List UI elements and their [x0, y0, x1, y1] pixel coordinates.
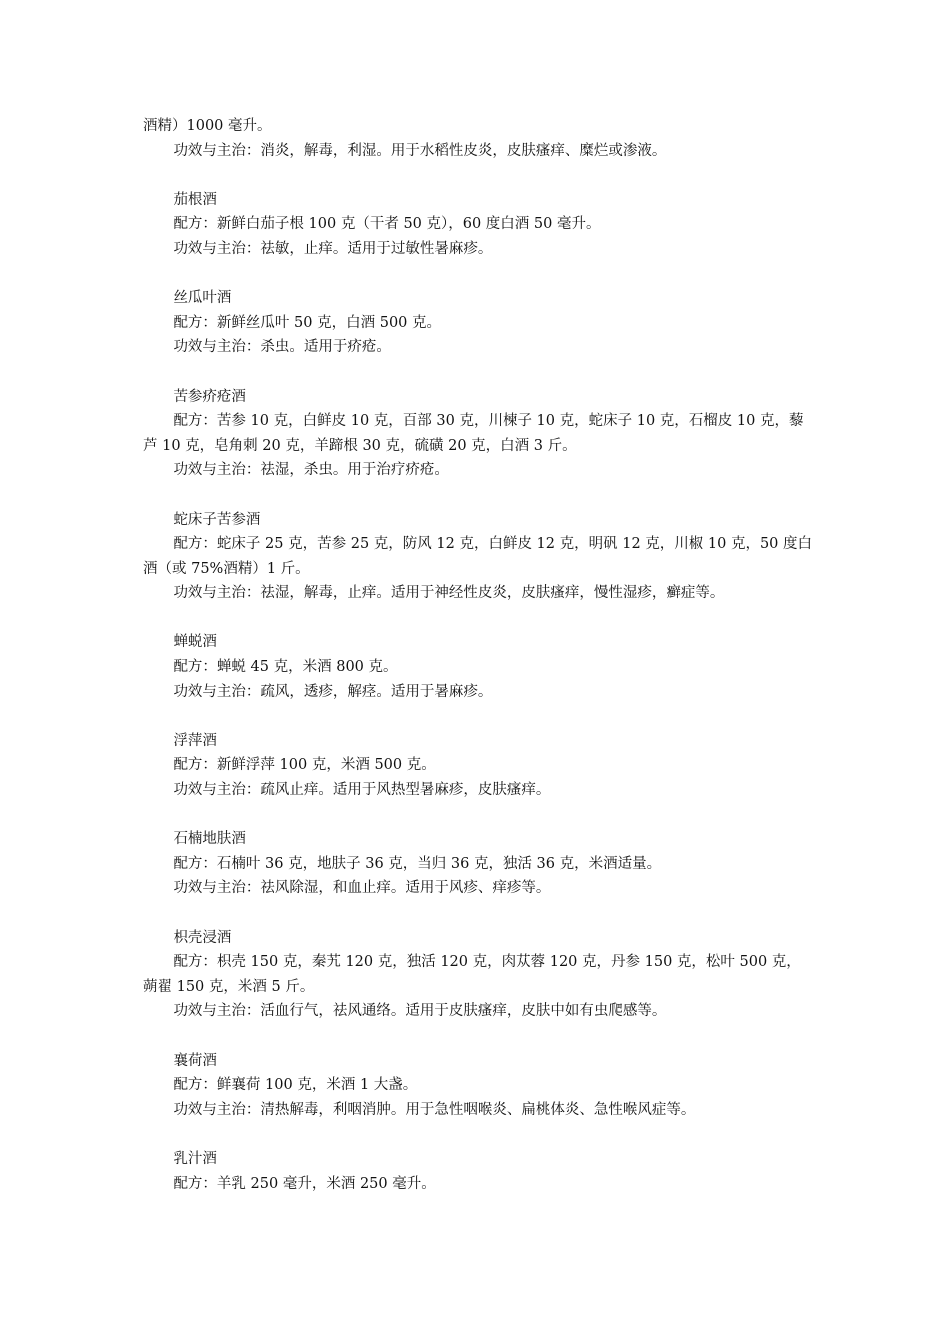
spacer: [143, 704, 813, 729]
spacer: [143, 803, 813, 828]
recipe-line: 配方：枳壳 150 克，秦艽 120 克，独活 120 克，肉苁蓉 120 克，丹参 150 克，松叶 500 克，蒴翟 150 克，米酒 5 斤。: [143, 954, 801, 995]
recipe-title: 浮萍酒: [173, 732, 217, 749]
recipe-line: 功效与主治：活血行气，祛风通络。适用于皮肤瘙痒，皮肤中如有虫爬感等。: [173, 1003, 667, 1020]
recipe-title: 蝉蜕酒: [173, 634, 217, 651]
recipe-title: 襄荷酒: [173, 1052, 217, 1069]
recipe-line: 功效与主治：疏风，透疹，解痉。适用于暑麻疹。: [173, 683, 493, 700]
recipe-line: 配方：鲜襄荷 100 克，米酒 1 大盏。: [173, 1077, 418, 1094]
recipe-line: 功效与主治：祛风除湿，和血止痒。适用于风疹、痒疹等。: [173, 880, 551, 897]
recipe-line: 功效与主治：杀虫。适用于疥疮。: [173, 339, 391, 356]
recipe-title: 茄根酒: [173, 191, 217, 208]
recipe-title: 乳汁酒: [173, 1150, 217, 1167]
recipe-line: 功效与主治：清热解毒，利咽消肿。用于急性咽喉炎、扁桃体炎、急性喉风症等。: [173, 1101, 696, 1118]
recipe-line: 配方：苦参 10 克，白鲜皮 10 克，百部 30 克，川楝子 10 克，蛇床子 10 克，石榴皮 10 克，藜芦 10 克，皂角刺 20 克，羊蹄根 30 克，硫磺 20 克，白酒 3 斤。: [143, 413, 804, 454]
spacer: [143, 901, 813, 926]
recipe-title: 丝瓜叶酒: [173, 290, 232, 307]
recipe-line: 配方：羊乳 250 毫升，米酒 250 毫升。: [173, 1175, 436, 1192]
recipe-line: 配方：新鲜白茄子根 100 克（干者 50 克），60 度白酒 50 毫升。: [173, 216, 601, 233]
document-page: [143, 114, 813, 1196]
recipe-line: 配方：蝉蜕 45 克，米酒 800 克。: [173, 659, 398, 676]
recipe-title: 枳壳浸酒: [173, 929, 232, 946]
spacer: [143, 360, 813, 385]
recipe-line: 功效与主治：祛湿，解毒，止痒。适用于神经性皮炎，皮肤瘙痒，慢性湿疹，癣症等。: [173, 585, 725, 602]
spacer: [143, 483, 813, 508]
spacer: [143, 1122, 813, 1147]
spacer: [143, 163, 813, 188]
recipe-line: 配方：石楠叶 36 克，地肤子 36 克，当归 36 克，独活 36 克，米酒适量。: [173, 855, 662, 872]
recipe-line: 功效与主治：疏风止痒。适用于风热型暑麻疹，皮肤瘙痒。: [173, 782, 551, 799]
recipe-line: 配方：蛇床子 25 克，苦参 25 克，防风 12 克，白鲜皮 12 克，明矾 12 克，川椒 10 克，50 度白酒（或 75%酒精）1 斤。: [143, 536, 813, 577]
recipe-title: 石楠地肤酒: [173, 831, 246, 848]
recipe-line: 配方：新鲜浮萍 100 克，米酒 500 克。: [173, 757, 436, 774]
recipe-title: 苦参疥疮酒: [173, 388, 246, 405]
spacer: [143, 606, 813, 631]
intro-line-efficacy: 功效与主治：消炎，解毒，利湿。用于水稻性皮炎，皮肤瘙痒、糜烂或渗液。: [173, 142, 667, 159]
recipe-line: 功效与主治：祛敏，止痒。适用于过敏性暑麻疹。: [173, 240, 493, 257]
recipe-title: 蛇床子苦参酒: [173, 511, 261, 528]
recipe-line: 功效与主治：祛湿，杀虫。用于治疗疥疮。: [173, 462, 449, 479]
spacer: [143, 1024, 813, 1049]
intro-line-continuation: 酒精）1000 毫升。: [143, 118, 272, 134]
recipe-line: 配方：新鲜丝瓜叶 50 克，白酒 500 克。: [173, 314, 441, 331]
spacer: [143, 262, 813, 287]
